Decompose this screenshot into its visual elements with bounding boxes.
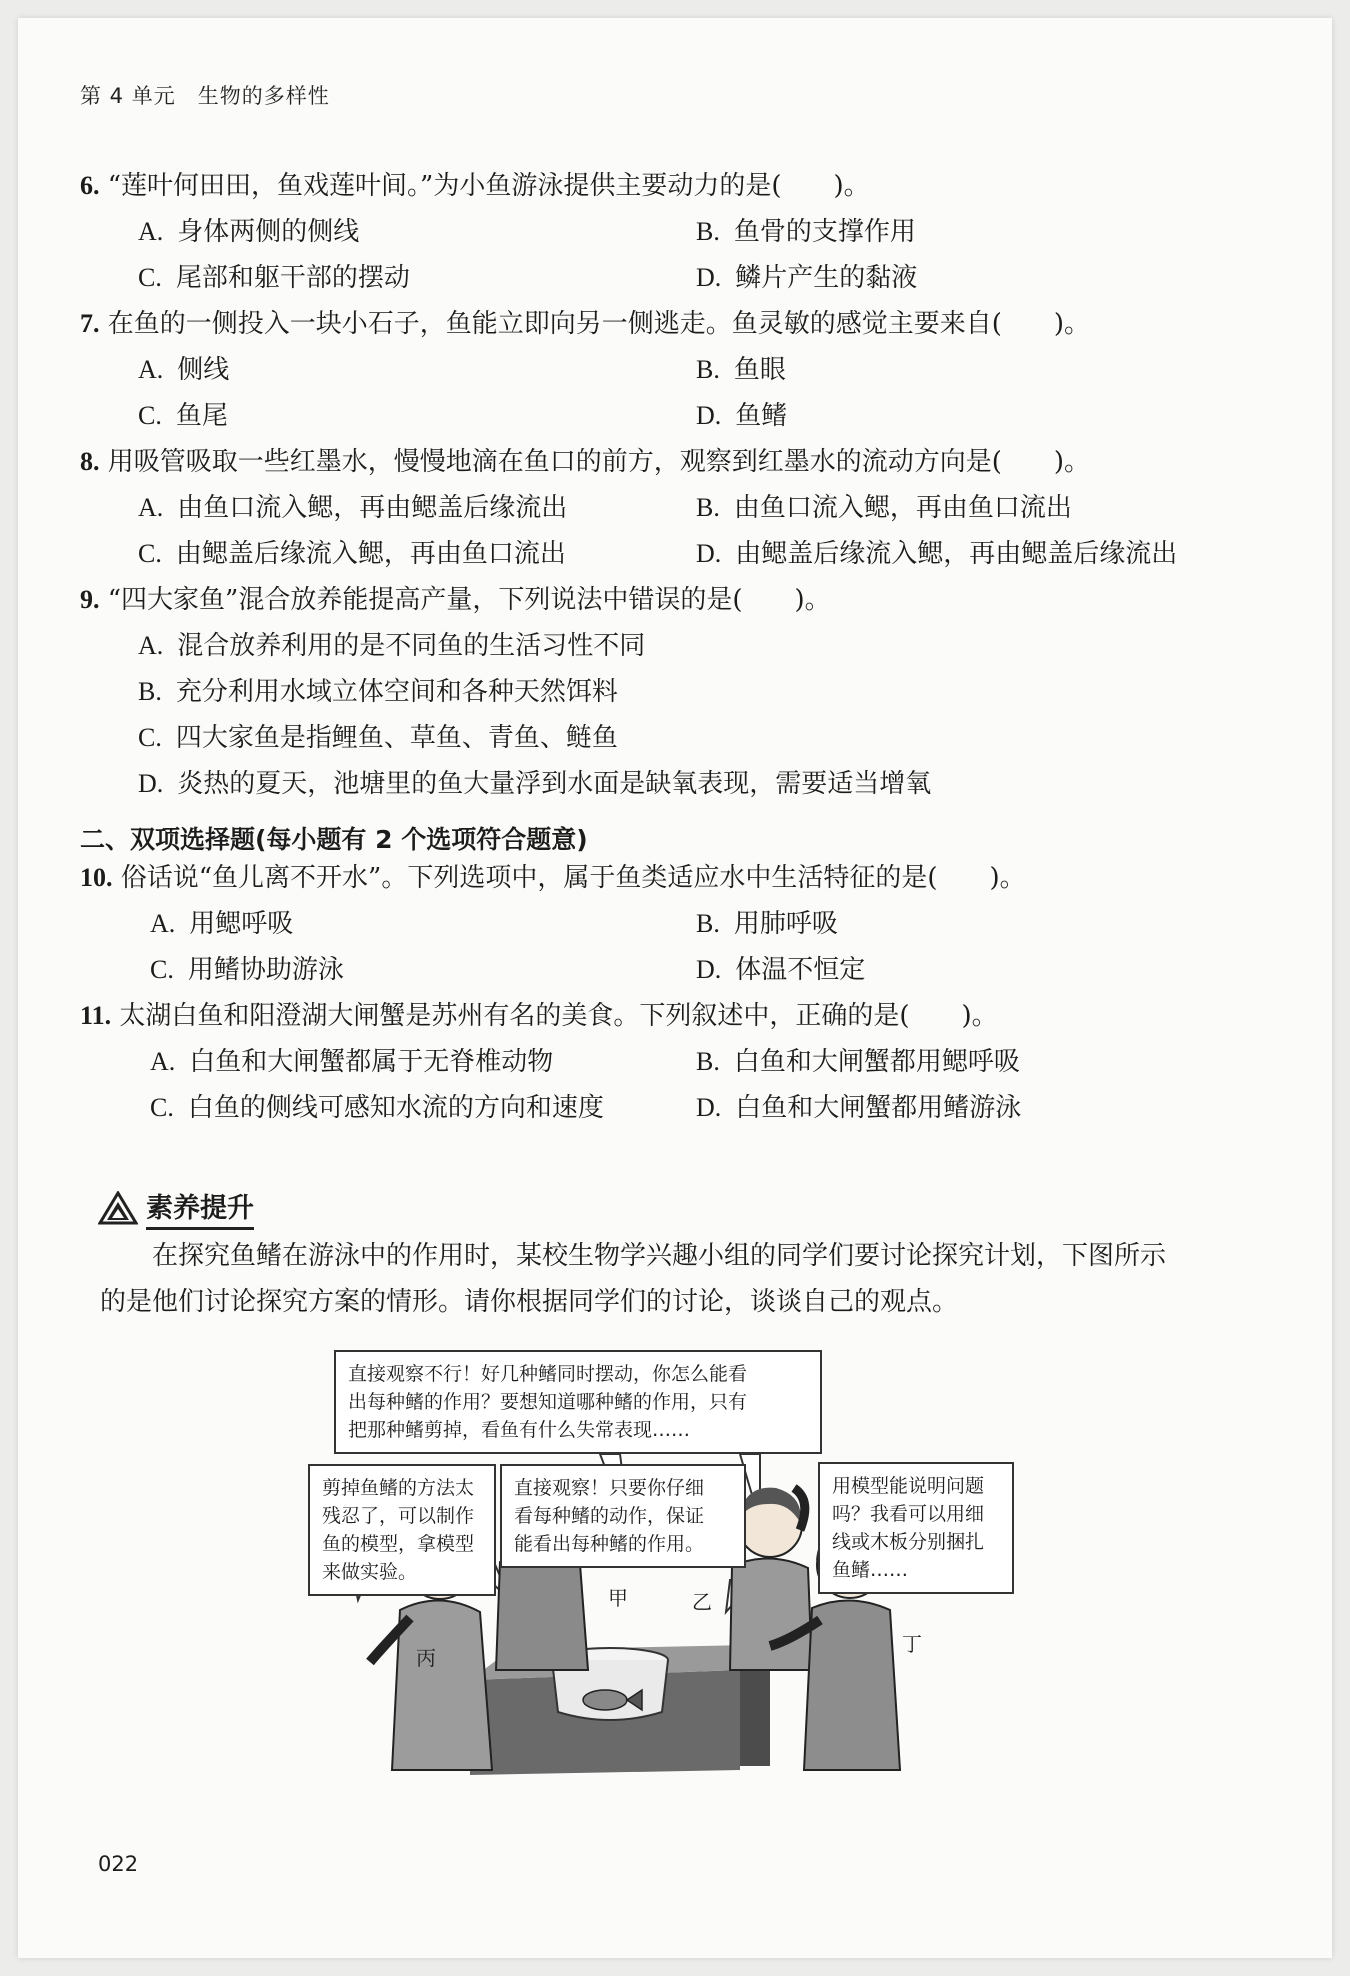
option-c: C. 白鱼的侧线可感知水流的方向和速度 bbox=[150, 1093, 604, 1123]
intro-line-1: 在探究鱼鳍在游泳中的作用时，某校生物学兴趣小组的同学们要讨论探究计划，下图所示 bbox=[152, 1241, 1167, 1271]
option-a: A. 白鱼和大闸蟹都属于无脊椎动物 bbox=[150, 1047, 554, 1077]
question-stem: “莲叶何田田，鱼戏莲叶间。”为小鱼游泳提供主要动力的是( )。 bbox=[107, 171, 870, 201]
option-c: C. 鱼尾 bbox=[138, 401, 228, 431]
question-stem: “四大家鱼”混合放养能提高产量，下列说法中错误的是( )。 bbox=[107, 585, 831, 615]
speech-bubble-middle: 直接观察！只要你仔细 看每种鳍的动作，保证 能看出每种鳍的作用。 bbox=[500, 1464, 746, 1568]
question-stem: 俗话说“鱼儿离不开水”。下列选项中，属于鱼类适应水中生活特征的是( )。 bbox=[120, 863, 1026, 893]
child-yi-body bbox=[730, 1558, 812, 1670]
unit-header: 第 4 单元 生物的多样性 bbox=[80, 84, 330, 108]
question-6 bbox=[80, 168, 870, 204]
option-a: A. 混合放养利用的是不同鱼的生活习性不同 bbox=[138, 631, 646, 661]
label-ding: 丁 bbox=[902, 1632, 922, 1656]
label-jia: 甲 bbox=[608, 1586, 628, 1610]
option-c: C. 四大家鱼是指鲤鱼、草鱼、青鱼、鲢鱼 bbox=[138, 723, 618, 753]
option-c: C. 用鳍协助游泳 bbox=[150, 955, 344, 985]
option-d: D. 由鳃盖后缘流入鳃，再由鳃盖后缘流出 bbox=[696, 539, 1178, 569]
option-d: D. 鱼鳍 bbox=[696, 401, 788, 431]
option-b: B. 白鱼和大闸蟹都用鳃呼吸 bbox=[696, 1047, 1020, 1077]
option-b: B. 充分利用水域立体空间和各种天然饵料 bbox=[138, 677, 618, 707]
child-jia-body bbox=[496, 1554, 588, 1670]
label-yi: 乙 bbox=[692, 1590, 712, 1614]
speech-bubble-left: 剪掉鱼鳍的方法太 残忍了，可以制作 鱼的模型，拿模型 来做实验。 bbox=[308, 1464, 496, 1596]
option-d: D. 体温不恒定 bbox=[696, 955, 866, 985]
question-8 bbox=[80, 444, 1090, 480]
option-a: A. 用鳃呼吸 bbox=[150, 909, 294, 939]
intro-line-2: 的是他们讨论探究方案的情形。请你根据同学们的讨论，谈谈自己的观点。 bbox=[100, 1287, 959, 1317]
option-b: B. 由鱼口流入鳃，再由鱼口流出 bbox=[696, 493, 1072, 523]
question-11 bbox=[80, 998, 998, 1034]
question-number: 6. bbox=[80, 171, 100, 200]
label-bing: 丙 bbox=[416, 1646, 436, 1670]
question-7 bbox=[80, 306, 1090, 342]
question-number: 8. bbox=[80, 447, 100, 476]
section-title: 素养提升 bbox=[146, 1186, 254, 1230]
page-number: 022 bbox=[98, 1852, 139, 1876]
speech-bubble-right: 用模型能说明问题 吗？我看可以用细 线或木板分别捆扎 鱼鳍…… bbox=[818, 1462, 1014, 1594]
question-number: 11. bbox=[80, 1001, 112, 1030]
section-suyang bbox=[98, 1188, 254, 1228]
option-b: B. 鱼骨的支撑作用 bbox=[696, 217, 916, 247]
option-d: D. 鳞片产生的黏液 bbox=[696, 263, 918, 293]
option-a: A. 身体两侧的侧线 bbox=[138, 217, 360, 247]
triangle-icon bbox=[98, 1191, 138, 1225]
option-a: A. 由鱼口流入鳃，再由鳃盖后缘流出 bbox=[138, 493, 568, 523]
question-number: 9. bbox=[80, 585, 100, 614]
speech-bubble-top: 直接观察不行！好几种鳍同时摆动，你怎么能看 出每种鳍的作用？要想知道哪种鳍的作用，只有 把那种鳍剪掉，看鱼有什么失常表现…… bbox=[334, 1350, 822, 1454]
question-stem: 在鱼的一侧投入一块小石子，鱼能立即向另一侧逃走。鱼灵敏的感觉主要来自( )。 bbox=[107, 309, 1091, 339]
option-a: A. 侧线 bbox=[138, 355, 230, 385]
fish bbox=[583, 1690, 627, 1710]
option-b: B. 用肺呼吸 bbox=[696, 909, 838, 939]
option-c: C. 尾部和躯干部的摆动 bbox=[138, 263, 410, 293]
question-9 bbox=[80, 582, 831, 618]
question-10 bbox=[80, 860, 1026, 896]
option-c: C. 由鳃盖后缘流入鳃，再由鱼口流出 bbox=[138, 539, 566, 569]
question-stem: 太湖白鱼和阳澄湖大闸蟹是苏州有名的美食。下列叙述中，正确的是( )。 bbox=[119, 1001, 998, 1031]
option-d: D. 炎热的夏天，池塘里的鱼大量浮到水面是缺氧表现，需要适当增氧 bbox=[138, 769, 932, 799]
question-number: 10. bbox=[80, 863, 113, 892]
option-d: D. 白鱼和大闸蟹都用鳍游泳 bbox=[696, 1093, 1022, 1123]
discussion-illustration bbox=[300, 1350, 1020, 1790]
option-b: B. 鱼眼 bbox=[696, 355, 786, 385]
section-heading: 二、双项选择题(每小题有 2 个选项符合题意) bbox=[80, 825, 588, 854]
question-number: 7. bbox=[80, 309, 100, 338]
question-stem: 用吸管吸取一些红墨水，慢慢地滴在鱼口的前方，观察到红墨水的流动方向是( )。 bbox=[107, 447, 1091, 477]
